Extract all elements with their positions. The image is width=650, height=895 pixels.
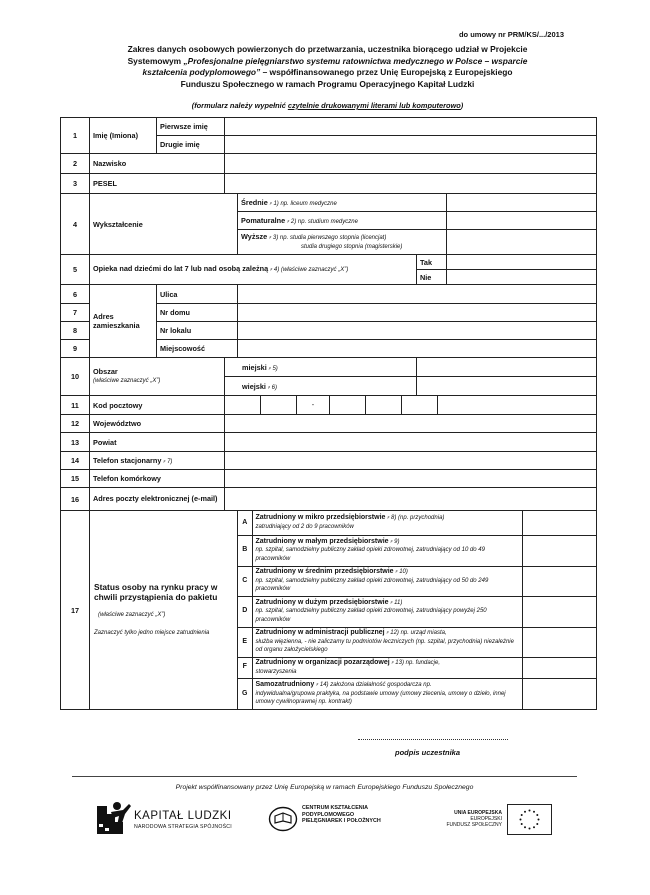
street-label: Ulica — [157, 285, 238, 304]
area-urban-box[interactable] — [417, 358, 597, 377]
surname-field[interactable] — [225, 154, 597, 174]
street-field[interactable] — [238, 285, 597, 304]
status-option-e: Zatrudniony w administracji publicznej ⸗ 12) np. urząd miasta, służba więzienna, - nie zaliczamy tu podmiotów leczniczych (np. szpital, przychodnia) niezależnie od organu założycielskiego — [252, 627, 522, 657]
signature-label: podpis uczestnika — [395, 748, 461, 757]
status-option-f-box[interactable] — [522, 657, 596, 678]
pesel-label: PESEL — [90, 174, 225, 194]
dependent-care-no-box[interactable] — [447, 270, 597, 285]
footer-cofinancing-note: Projekt współfinansowany przez Unię Europejską w ramach Europejskiego Funduszu Społecznego — [175, 784, 474, 791]
email-field[interactable] — [225, 488, 597, 511]
footer-divider — [72, 776, 577, 777]
apartment-number-field[interactable] — [238, 322, 597, 340]
dependent-care-yes-label: Tak — [417, 255, 447, 270]
kapital-ludzki-subtitle: NARODOWA STRATEGIA SPÓJNOŚCI — [134, 824, 232, 830]
education-option-higher: Wyższe ⸗ 3) np. studia pierwszego stopnia (licencjat) studia drugiego stopnia (magisterskie) — [238, 230, 447, 255]
pesel-field[interactable] — [225, 174, 597, 194]
contract-reference: do umowy nr PRM/KS/.../2013 — [458, 30, 564, 39]
status-option-a: Zatrudniony w mikro przedsiębiorstwie ⸗ 8) (np. przychodnia) zatrudniający od 2 do 9 pracowników — [252, 511, 522, 535]
area-rural-label: wiejski ⸗ 6) — [225, 377, 417, 396]
education-label: Wykształcenie — [90, 194, 238, 255]
mobile-label: Telefon komórkowy — [90, 470, 225, 488]
second-name-sub-label: Drugie imię — [157, 136, 225, 154]
apartment-number-label: Nr lokalu — [157, 322, 238, 340]
employment-status-options: A Zatrudniony w mikro przedsiębiorstwie ⸗ 8) (np. przychodnia) zatrudniający od 2 do 9 pracowników B Zatrudniony w małym przedsiębiorstwie ⸗ 9) np. szpital, samodzielny publiczny zakład opieki zdrowotnej, zatrudniający od 10 do 49 pracowników C Zatrudniony w średnim przedsiębiorstwie ⸗ 10) np. szpital, samodzielny publiczny zakład opieki zdrowotnej, zatrudniający od 50 do 249 pracowników D Zatrudniony w dużym przedsiębiorstwie ⸗ 11) np. szpital, samodzielny publiczny zakład opieki zdrowotnej, zatrudniający powyżej 250 pracowników E Zatrudniony w administracji publicznej ⸗ 12) np. urząd miasta, służba więzienna, - nie zaliczamy tu podmiotów leczniczych (np. szpital, przychodnia) niezależnie od organu założycielskiego F Zatrudniony w organizacji pozarządowej ⸗ 13) np. fundacje, stowarzyszenia G Samozatrudniony ⸗ 14) założona działalność gospodarcza np. indywidualna/grupowa praktyka, na podstawie umowy (umowy zlecenia, umowy o dzieło, innej umowy cywilnoprawnej np. kontrakt) — [238, 511, 597, 710]
kapital-ludzki-logo-icon — [95, 800, 133, 836]
voivodeship-label: Województwo — [90, 415, 225, 433]
area-label: Obszar (właściwe zaznaczyć „X”) — [90, 358, 225, 396]
status-option-a-box[interactable] — [522, 511, 596, 535]
address-group-label: Adres zamieszkania — [90, 285, 157, 358]
dependent-care-yes-box[interactable] — [447, 255, 597, 270]
status-option-d: Zatrudniony w dużym przedsiębiorstwie ⸗ 11) np. szpital, samodzielny publiczny zakład opieki zdrowotnej, zatrudniający powyżej 250 pracowników — [252, 596, 522, 627]
city-field[interactable] — [238, 340, 597, 358]
form-instruction: (formularz należy wypełnić czytelnie drukowanymi literami lub komputerowo) — [191, 101, 464, 110]
first-name-label: Imię (Imiona) — [90, 118, 157, 154]
district-field[interactable] — [225, 433, 597, 452]
city-label: Miejscowość — [157, 340, 238, 358]
status-option-c-box[interactable] — [522, 566, 596, 596]
postal-code-label: Kod pocztowy — [90, 396, 225, 415]
email-label: Adres poczty elektronicznej (e-mail) — [90, 488, 225, 511]
signature-line[interactable] — [358, 739, 508, 740]
mobile-field[interactable] — [225, 470, 597, 488]
education-option-secondary: Średnie ⸗ 1) np. liceum medyczne — [238, 194, 447, 212]
postal-code-field[interactable]: - — [225, 396, 597, 415]
status-option-c: Zatrudniony w średnim przedsiębiorstwie ⸗ 10) np. szpital, samodzielny publiczny zakład opieki zdrowotnej, zatrudniający od 50 do 249 pracowników — [252, 566, 522, 596]
voivodeship-field[interactable] — [225, 415, 597, 433]
landline-field[interactable] — [225, 452, 597, 470]
area-urban-label: miejski ⸗ 5) — [225, 358, 417, 377]
status-option-d-box[interactable] — [522, 596, 596, 627]
eu-label: UNIA EUROPEJSKA EUROPEJSKI FUNDUSZ SPOŁECZNY — [446, 810, 502, 828]
status-option-b: Zatrudniony w małym przedsiębiorstwie ⸗ 9) np. szpital, samodzielny publiczny zakład opieki zdrowotnej, zatrudniający od 10 do 49 pracowników — [252, 535, 522, 566]
education-post-secondary-box[interactable] — [447, 212, 597, 230]
form-title: Zakres danych osobowych powierzonych do przetwarzania, uczestnika biorącego udział w Projekcie Systemowym „Profesjonalne pielęgniarstwo systemu ratownictwa medycznego w Polsce – wsparcie kształcenia podyplomowego” – współfinansowanego przez Unię Europejską z Europejskiego Funduszu Społecznego w ramach Programu Operacyjnego Kapitał Ludzki — [127, 44, 528, 89]
status-option-g: Samozatrudniony ⸗ 14) założona działalność gospodarcza np. indywidualna/grupowa praktyka, na podstawie umowy (umowy zlecenia, umowy o dzieło, innej umowy cywilnoprawnej np. kontrakt) — [255, 681, 506, 705]
education-option-post-secondary: Pomaturalne ⸗ 2) np. studium medyczne — [238, 212, 447, 230]
house-number-field[interactable] — [238, 304, 597, 322]
employment-status-label: Status osoby na rynku pracy w chwili przystąpienia do pakietu (właściwe zaznaczyć „X”) Zaznaczyć tylko jedno miejsce zatrudnienia — [90, 511, 238, 710]
district-label: Powiat — [90, 433, 225, 452]
education-higher-box[interactable] — [447, 230, 597, 255]
eu-flag-icon — [507, 804, 552, 835]
status-option-f: Zatrudniony w organizacji pozarządowej ⸗ 13) np. fundacje, stowarzyszenia — [252, 657, 522, 678]
dependent-care-no-label: Nie — [417, 270, 447, 285]
kapital-ludzki-title: KAPITAŁ LUDZKI — [134, 810, 232, 822]
surname-label: Nazwisko — [90, 154, 225, 174]
status-option-b-box[interactable] — [522, 535, 596, 566]
first-name-field[interactable] — [225, 118, 597, 136]
area-rural-box[interactable] — [417, 377, 597, 396]
personal-data-form: 1 Imię (Imiona) Pierwsze imię Drugie imię 2 Nazwisko 3 PESEL 4 Wykształcenie Średnie ⸗ 1) np. liceum medyczne Pomaturalne ⸗ 2) np. studium medyczne Wyższe ⸗ 3) np. studia pierwszego stopnia (licencjat) studia drugiego stopnia (magisterskie) 5 Opieka nad dziećmi do lat 7 lub nad osobą zależną ⸗ 4) (właściwe zaznaczyć „X”) Tak Nie 6 Adres zamieszkania Ulica 7 Nr domu 8 Nr lokalu 9 Miejscowość 10 Obszar (właściwe zaznaczyć „X”) miejski ⸗ 5) wiejski ⸗ 6) 11 Kod pocztowy - 12 Województwo 13 Powiat 14 Telefon stacjonarny ⸗ 7) 15 Telefon komórkowy 16 Adres poczty elektronicznej (e-mail) 17 Status osoby na rynku pracy w chwili przystąpienia do pakietu (właściwe zaznaczyć „X”) Zaznaczyć tylko jedno miejsce zatrudnienia A Zatrudniony w mikro przedsiębiorstwie ⸗ 8) (np. przychodnia) zatrudniający od 2 do 9 pracowników B Zatrudniony w małym przedsiębiorstwie ⸗ 9) np. szpital, samodzielny publiczny zakład opieki zdrowotnej, zatrudniający od 10 do 49 pracowników C Zatrudniony w średnim przedsiębiorstwie ⸗ 10) np. szpital, samodzielny publiczny zakład opieki zdrowotnej, zatrudniający od 50 do 249 pracowników D Zatrudniony w dużym przedsiębiorstwie ⸗ 11) np. szpital, samodzielny publiczny zakład opieki zdrowotnej, zatrudniający powyżej 250 pracowników E Zatrudniony w administracji publicznej ⸗ 12) np. urząd miasta, służba więzienna, - nie zaliczamy tu podmiotów leczniczych (np. szpital, przychodnia) niezależnie od organu założycielskiego F Zatrudniony w organizacji pozarządowej ⸗ 13) np. fundacje, stowarzyszenia G Samozatrudniony ⸗ 14) założona działalność gospodarcza np. indywidualna/grupowa praktyka, na podstawie umowy (umowy zlecenia, umowy o dzieło, innej umowy cywilnoprawnej np. kontrakt) — [60, 117, 597, 710]
education-secondary-box[interactable] — [447, 194, 597, 212]
first-name-sub-label: Pierwsze imię — [157, 118, 225, 136]
house-number-label: Nr domu — [157, 304, 238, 322]
landline-label: Telefon stacjonarny ⸗ 7) — [90, 452, 225, 470]
ckppip-logo-icon — [268, 806, 298, 832]
ckppip-name: CENTRUM KSZTAŁCENIA PODYPLOMOWEGO PIELĘGNIAREK I POŁOŻNYCH — [302, 805, 381, 824]
status-option-g-box[interactable] — [522, 678, 596, 709]
second-name-field[interactable] — [225, 136, 597, 154]
dependent-care-label: Opieka nad dziećmi do lat 7 lub nad osobą zależną ⸗ 4) (właściwe zaznaczyć „X”) — [90, 255, 417, 285]
status-option-e-box[interactable] — [522, 627, 596, 657]
